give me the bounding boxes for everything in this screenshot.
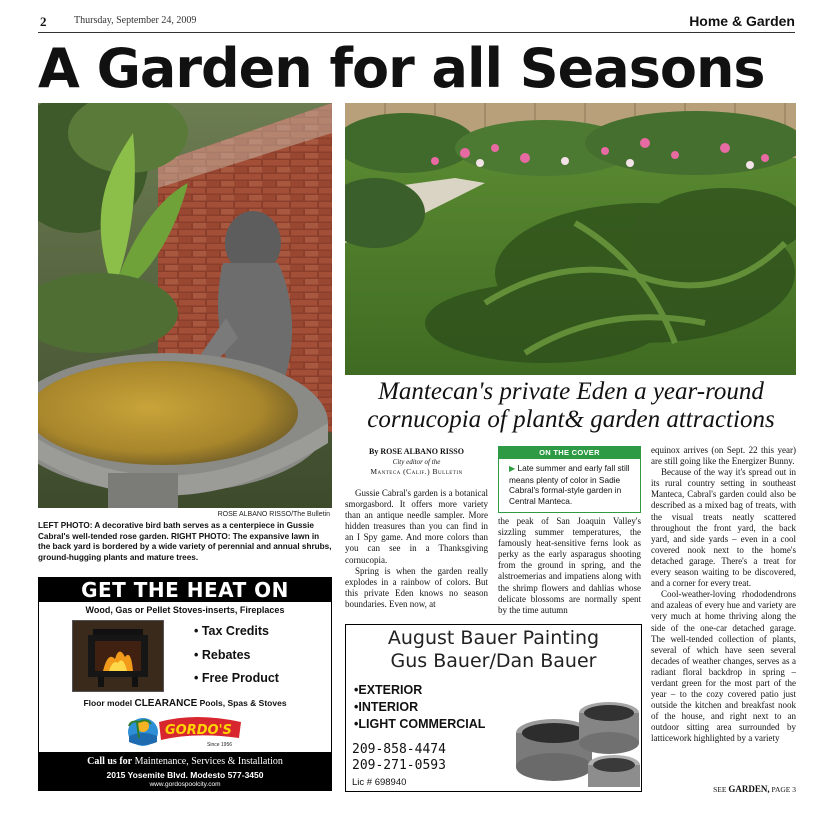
continued-jump xyxy=(651,784,796,794)
ad-bullet-item: • Tax Credits xyxy=(194,624,269,638)
call-lead: Call us for xyxy=(87,756,133,767)
clearance-word: CLEARANCE xyxy=(134,698,198,709)
article-column-2 xyxy=(498,516,641,616)
bird-bath-photo xyxy=(38,103,332,508)
headline: A Garden for all Seasons xyxy=(38,37,765,100)
painting-advertisement[interactable] xyxy=(345,624,642,792)
article-paragraph: Spring is when the garden really explodes in a rainbow of colors. But this private Eden knows no season boundaries. Even now, at xyxy=(345,565,488,609)
page-number: 2 xyxy=(40,14,47,29)
phone-number[interactable]: 209-271-0593 xyxy=(352,758,446,773)
ad-subhead: Wood, Gas or Pellet Stoves-inserts, Fireplaces xyxy=(85,605,285,615)
ad-footer xyxy=(39,752,331,791)
painting-ad-title xyxy=(346,627,641,673)
jump-page: PAGE 3 xyxy=(771,785,796,794)
painting-ad-title-line: August Bauer Painting xyxy=(387,627,600,649)
ad-website-link[interactable]: www.gordospoolcity.com xyxy=(149,781,221,788)
triangle-bullet-icon: ▶ xyxy=(509,464,516,473)
article-paragraph: equinox arrives (on Sept. 22 this year) are still going like the Energizer Bunny. xyxy=(651,445,796,467)
call-text: Maintenance, Services & Installation xyxy=(134,756,283,767)
painting-phones xyxy=(352,742,446,774)
ad-headline: GET THE HEAT ON xyxy=(39,578,331,602)
logo-sub: Since 1956 xyxy=(207,742,233,748)
article-paragraph: Cool-weather-loving rhododendrons and azaleas of every hue and variety are very much at home thriving along the side of the one-car detached garage. The well-tended collection of plants, several of which have seen several decades of weather changes, serves as a radiant floral backdrop in spring – verdant green for the most part of the year – to the cozy covered patio just outside the kitchen and breakfast nook of the house, and right next to an outdoor sitting area surrounded by latticework highlighted by a variety xyxy=(651,589,796,744)
service-item: •INTERIOR xyxy=(354,700,419,714)
painting-services xyxy=(354,682,485,733)
ad-bullet-item: • Rebates xyxy=(194,647,251,662)
byline xyxy=(345,447,488,476)
ad-address: 2015 Yosemite Blvd. Modesto 577-3450 xyxy=(106,770,264,780)
jump-prefix: SEE xyxy=(713,785,727,794)
on-the-cover-body: Late summer and early fall still means plenty of color in Sadie Cabral's formal-style garden in Central Manteca. xyxy=(509,463,630,506)
service-item: •EXTERIOR xyxy=(354,683,423,697)
painting-ad-title-line: Gus Bauer/Dan Bauer xyxy=(390,650,597,672)
on-the-cover-title: ON THE COVER xyxy=(499,447,640,459)
article-paragraph: Because of the way it's spread out in its rural country setting in southeast Manteca, Cabral's garden could also be described as a mixed bag of treats, with the visual treats neatly scattered throughout the front yard, the back yard, and side yards – even in a cool covered nook next to the home's detached garage. There's a treat for every season waiting to be discovered, and a corner for every treat. xyxy=(651,467,796,589)
subheadline: Mantecan's private Eden a year-round cornucopia of plant& garden attractions xyxy=(367,378,775,433)
clearance-prefix: Floor model xyxy=(83,698,133,708)
jump-word: GARDEN, xyxy=(728,784,770,794)
on-the-cover-text xyxy=(499,459,640,506)
gordos-logo xyxy=(125,712,245,750)
ad-call-line xyxy=(39,756,331,767)
article-column-1 xyxy=(345,488,488,610)
article-paragraph: the peak of San Joaquin Valley's sizzling summer temperatures, the famously heat-sensitive ferns look as perky as the early asparagus shooting from the ground in spring, and the alstroemerias and impatiens along with the shrimp flowers and dahlias whose delicate blossoms are normally spent by the time autumn xyxy=(498,516,641,615)
photo-credit: ROSE ALBANO RISSO/The Bulletin xyxy=(217,511,330,518)
logo-text: GORDO'S xyxy=(165,723,232,738)
byline-author: By ROSE ALBANO RISSO xyxy=(369,447,464,456)
clearance-suffix: Pools, Spas & Stoves xyxy=(199,698,287,708)
section-name: Home & Garden xyxy=(689,13,795,29)
stove-image xyxy=(72,620,164,692)
issue-date: Thursday, September 24, 2009 xyxy=(74,15,197,26)
paint-cans-image xyxy=(514,683,642,791)
header-rule xyxy=(38,32,795,33)
stove-advertisement[interactable] xyxy=(38,577,332,791)
clearance-line xyxy=(39,698,331,709)
article-column-3 xyxy=(651,445,796,745)
byline-role: City editor of the xyxy=(392,458,441,466)
service-item: •LIGHT COMMERCIAL xyxy=(354,717,486,731)
ad-bullet-item: • Free Product xyxy=(194,671,279,685)
byline-org: Manteca (Calif.) Bulletin xyxy=(370,467,463,476)
phone-number[interactable]: 209-858-4474 xyxy=(352,742,446,757)
photo-caption: LEFT PHOTO: A decorative bird bath serves as a centerpiece in Gussie Cabral's well-tended rose garden. RIGHT PHOTO: The expansive lawn in the back yard is bordered by a wide variety of perennial and annual shrubs, ground-hugging plants and mature trees. xyxy=(38,521,332,562)
license-number: Lic # 698940 xyxy=(352,777,407,788)
ad-bullets xyxy=(194,620,279,691)
on-the-cover-box xyxy=(498,446,641,513)
article-paragraph: Gussie Cabral's garden is a botanical smorgasbord. It offers more variety than an antique needle sampler. More hidden treasures than you can find in an I Spy game. And more colors than you can see in a Thanksgiving cornucopia. xyxy=(345,488,488,565)
lawn-photo xyxy=(345,103,796,375)
